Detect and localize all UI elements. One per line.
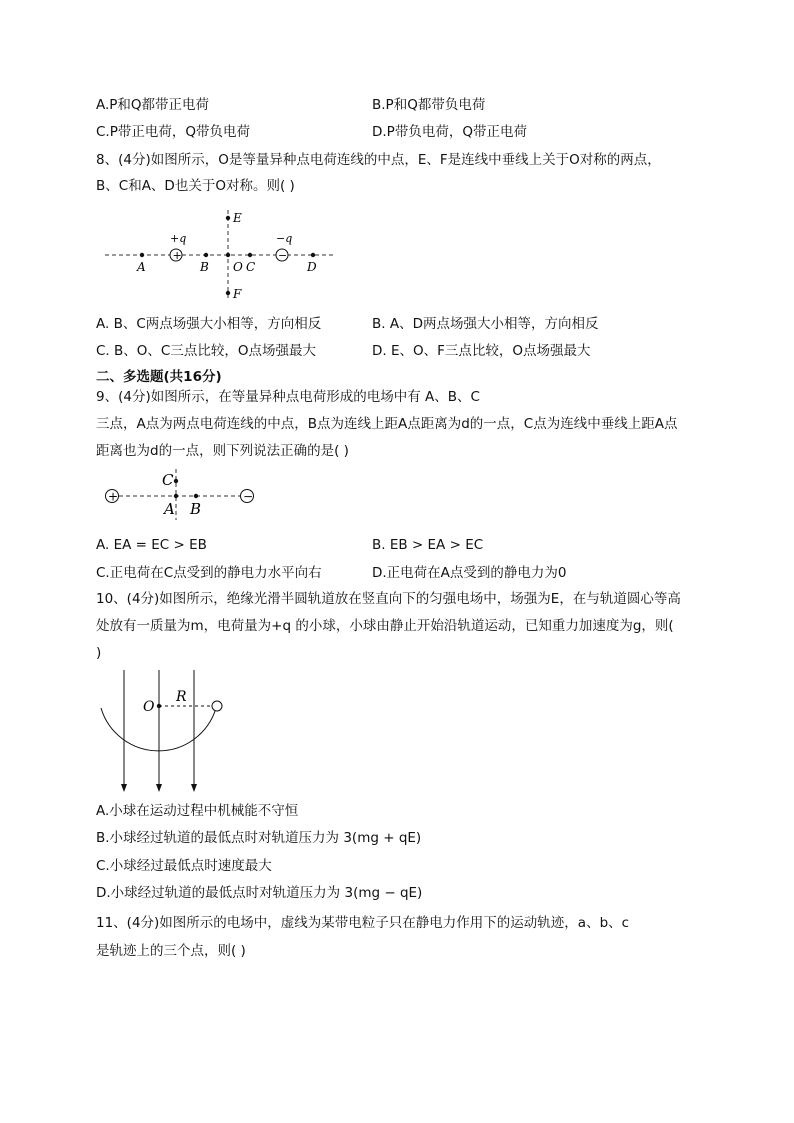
q9-option-b: B. EB > EA > EC (372, 537, 484, 553)
q11-stem-line2: 是轨迹上的三个点，则( ) (96, 943, 246, 959)
q10-stem-line2: 处放有一质量为m，电荷量为+q 的小球，小球由静止开始沿轨道运动，已知重力加速度为g，则( (96, 618, 674, 634)
q9-label-a: A (164, 500, 175, 518)
q8-plus-symbol: + (172, 249, 182, 262)
q8-label-c: C (246, 260, 256, 274)
q9-label-b: B (190, 500, 202, 518)
q8-label-b: B (200, 260, 209, 274)
q11-stem-line1: 11、(4分)如图所示的电场中，虚线为某带电粒子只在静电力作用下的运动轨迹，a、b、c (96, 915, 630, 931)
q9-stem-line3: 距离也为d的一点，则下列说法正确的是( ) (96, 443, 349, 459)
q10-stem-line1: 10、(4分)如图所示，绝缘光滑半圆轨道放在竖直向下的匀强电场中，场强为E，在与轨道圆心等高 (96, 591, 681, 607)
q9-stem-line1: 9、(4分)如图所示，在等量异种点电荷形成的电场中有 A、B、C (96, 389, 480, 405)
q8-label-plus-q: +q (170, 232, 187, 245)
q10-label-o: O (143, 699, 155, 715)
q7-option-c: C.P带正电荷，Q带负电荷 (96, 124, 250, 140)
q8-figure (100, 205, 340, 305)
q10-option-a: A.小球在运动过程中机械能不守恒 (96, 803, 299, 819)
q9-option-d: D.正电荷在A点受到的静电力为0 (372, 565, 567, 581)
q9-stem-line2: 三点，A点为两点电荷连线的中点，B点为连线上距A点距离为d的一点，C点为连线中垂线上距A点 (96, 416, 678, 432)
q9-plus-symbol: + (108, 489, 119, 504)
q8-label-e: E (233, 211, 242, 225)
q8-stem-line1: 8、(4分)如图所示，O是等量异种点电荷连线的中点，E、F是连线中垂线上关于O对称的两点， (96, 152, 661, 168)
q8-option-d: D. E、O、F三点比较，O点场强最大 (372, 343, 591, 359)
q7-option-a: A.P和Q都带正电荷 (96, 97, 210, 113)
q7-option-b: B.P和Q都带负电荷 (372, 97, 486, 113)
q9-option-c: C.正电荷在C点受到的静电力水平向右 (96, 565, 322, 581)
q8-stem-line2: B、C和A、D也关于O对称。则( ) (96, 178, 295, 194)
q8-option-a: A. B、C两点场强大小相等，方向相反 (96, 316, 322, 332)
q8-minus-symbol: − (278, 249, 288, 262)
q8-label-f: F (233, 287, 242, 301)
q10-option-c: C.小球经过最低点时速度最大 (96, 858, 272, 874)
q8-label-o: O (233, 260, 243, 274)
q10-label-r: R (176, 689, 187, 705)
section-heading-multi-choice: 二、多选题(共16分) (96, 369, 222, 385)
q8-label-minus-q: −q (276, 232, 293, 245)
q8-label-a: A (137, 260, 146, 274)
q9-option-a: A. EA = EC > EB (96, 537, 207, 553)
q9-minus-symbol: − (243, 489, 254, 504)
q9-figure (100, 466, 260, 522)
q10-option-d: D.小球经过轨道的最低点时对轨道压力为 3(mg − qE) (96, 885, 423, 901)
q10-figure (96, 668, 236, 796)
q8-label-d: D (307, 260, 317, 274)
q8-option-c: C. B、O、C三点比较，O点场强最大 (96, 343, 316, 359)
q9-label-c: C (162, 471, 174, 489)
q8-option-b: B. A、D两点场强大小相等，方向相反 (372, 316, 599, 332)
q10-option-b: B.小球经过轨道的最低点时对轨道压力为 3(mg + qE) (96, 830, 422, 846)
q10-stem-line3: ) (96, 645, 102, 661)
q7-option-d: D.P带负电荷，Q带正电荷 (372, 124, 527, 140)
